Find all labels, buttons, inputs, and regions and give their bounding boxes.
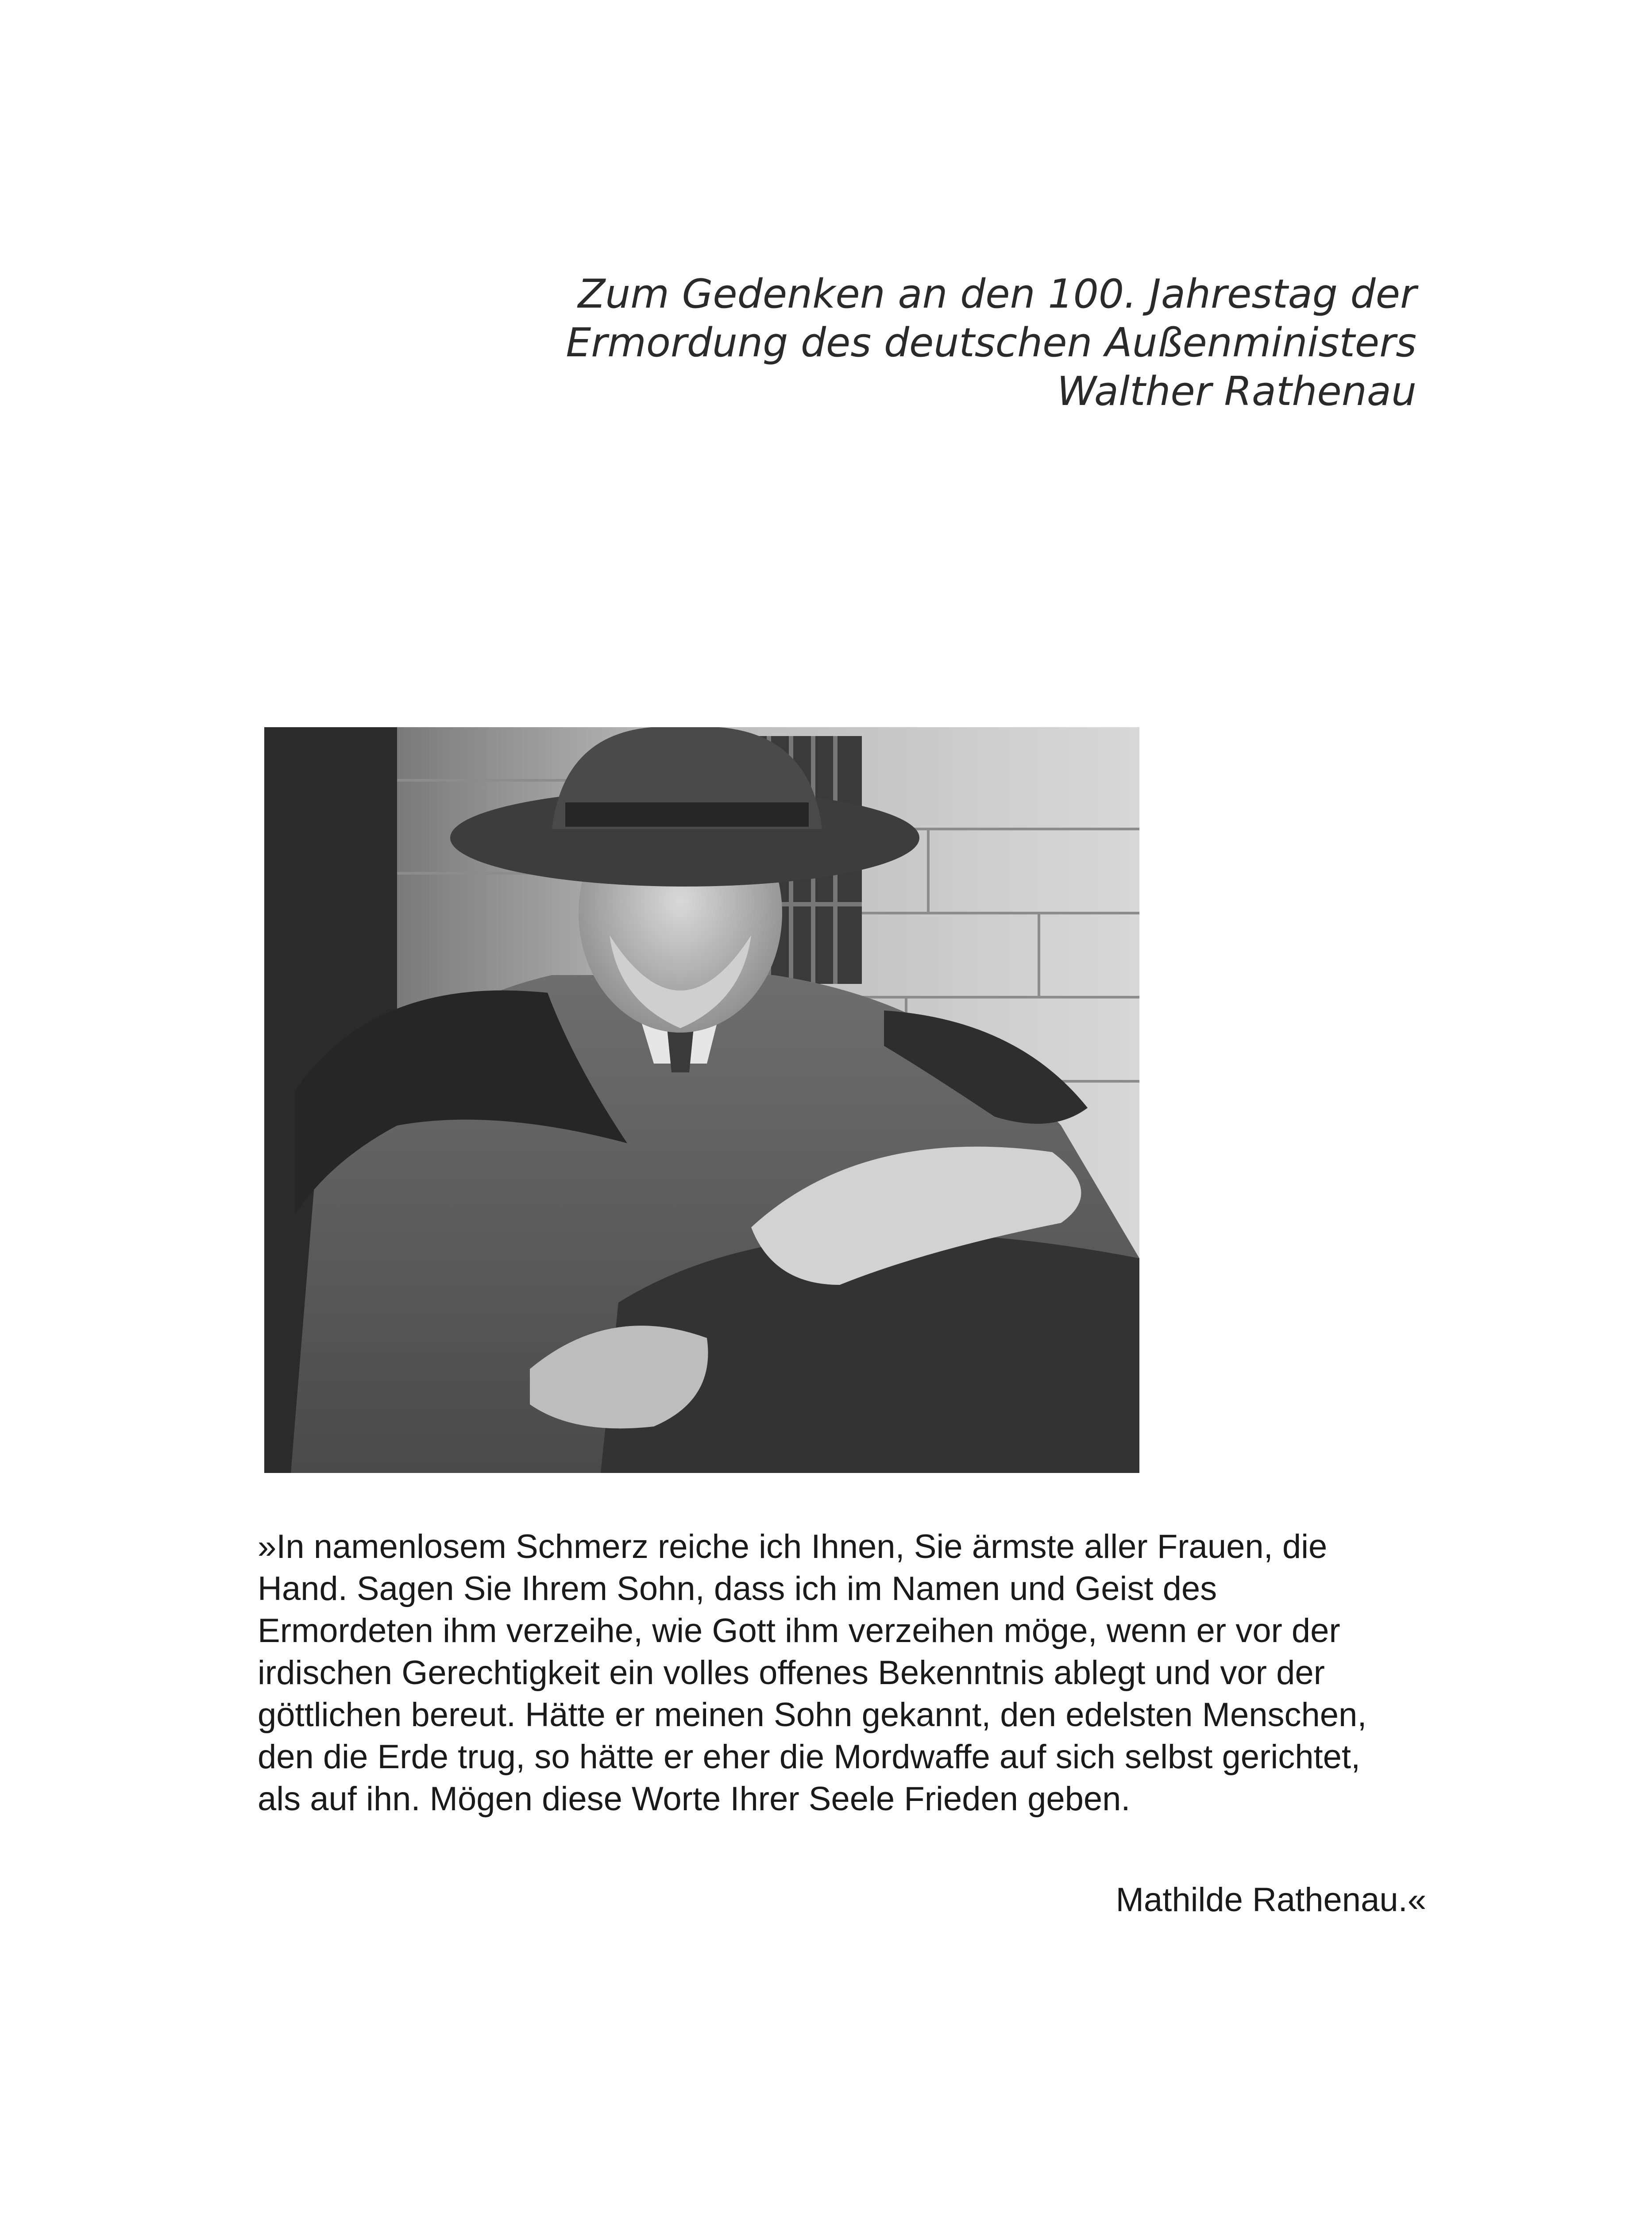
portrait-photo	[264, 727, 1139, 1473]
dedication-line: Zum Gedenken an den 100. Jahrestag der	[578, 271, 1417, 317]
quote-line: Ermordeten ihm verzeihe, wie Gott ihm verzeihen möge, wenn er vor der	[258, 1612, 1340, 1650]
quote-line: Hand. Sagen Sie Ihrem Sohn, dass ich im Namen und Geist des	[258, 1570, 1217, 1608]
quote-line: göttlichen bereut. Hätte er meinen Sohn gekannt, den edelsten Menschen,	[258, 1696, 1367, 1734]
quote-line: den die Erde trug, so hätte er eher die Mordwaffe auf sich selbst gerichtet,	[258, 1738, 1361, 1776]
portrait-photo-illustration	[264, 727, 1139, 1473]
dedication-heading	[443, 270, 1417, 416]
quote-line: »In namenlosem Schmerz reiche ich Ihnen, Sie ärmste aller Frauen, die	[258, 1528, 1328, 1565]
quote-block	[258, 1526, 1426, 1820]
quote-line: als auf ihn. Mögen diese Worte Ihrer Seele Frieden geben.	[258, 1780, 1131, 1818]
dedication-line: Walther Rathenau	[1057, 368, 1417, 415]
dedication-line: Ermordung des deutschen Außenministers	[566, 320, 1417, 366]
quote-signature: Mathilde Rathenau.«	[1115, 1881, 1426, 1919]
quote-line: irdischen Gerechtigkeit ein volles offenes Bekenntnis ablegt und vor der	[258, 1654, 1325, 1692]
